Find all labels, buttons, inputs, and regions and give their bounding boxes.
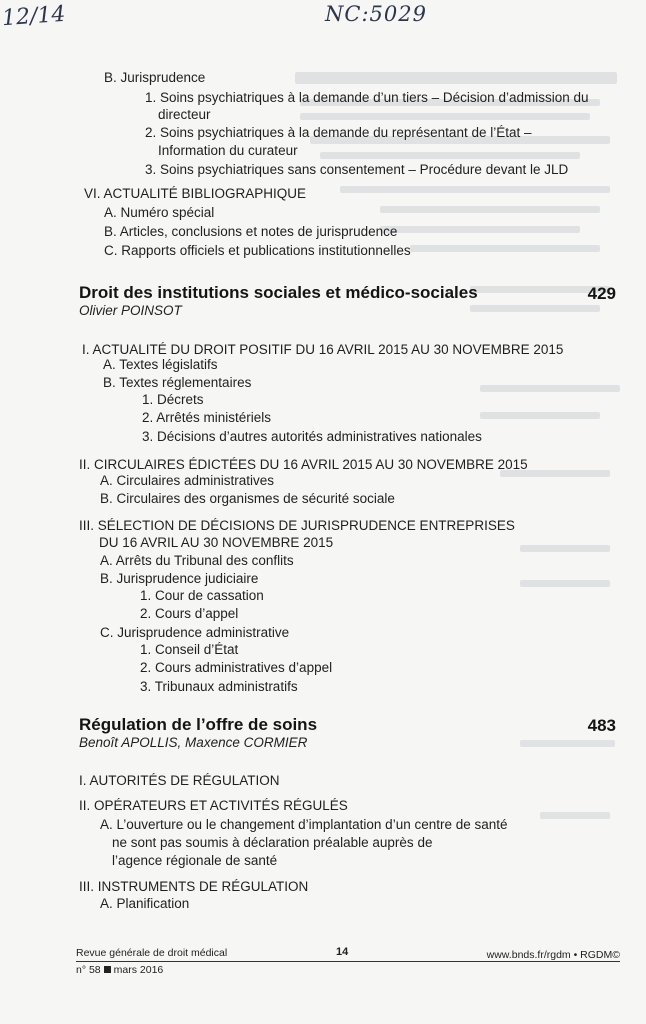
toc-line: 3. Décisions d’autres autorités administratives nationales xyxy=(142,429,482,444)
toc-line: II. CIRCULAIRES ÉDICTÉES DU 16 AVRIL 2015 AU 30 NOVEMBRE 2015 xyxy=(79,457,528,472)
footer-website: www.bnds.fr/rgdm • RGDM© xyxy=(486,949,620,961)
footer-journal-title: Revue générale de droit médical xyxy=(76,947,228,959)
toc-line: 1. Cour de cassation xyxy=(140,588,264,603)
toc-line: B. Jurisprudence judiciaire xyxy=(100,571,259,586)
toc-line: 3. Tribunaux administratifs xyxy=(140,679,298,694)
toc-line: ne sont pas soumis à déclaration préalable auprès de xyxy=(112,835,433,850)
section-title: Régulation de l’offre de soins xyxy=(79,715,318,734)
toc-line: 2. Arrêtés ministériels xyxy=(142,410,272,425)
footer-issue xyxy=(76,964,163,976)
issue-date: mars 2016 xyxy=(113,964,164,976)
toc-line: A. Circulaires administratives xyxy=(100,473,275,488)
handwritten-reference-number: NC:5029 xyxy=(325,2,427,26)
toc-line: 1. Décrets xyxy=(142,392,204,407)
handwritten-note-left: 12/14 xyxy=(1,1,67,32)
toc-line: 1. Soins psychiatriques à la demande d’un tiers – Décision d’admission du xyxy=(145,90,589,105)
toc-line: A. Textes législatifs xyxy=(103,357,218,372)
section-title: Droit des institutions sociales et médico-sociales xyxy=(79,283,478,302)
footer-page-number: 14 xyxy=(336,946,349,958)
toc-line: VI. ACTUALITÉ BIBLIOGRAPHIQUE xyxy=(84,186,307,201)
toc-line: C. Rapports officiels et publications institutionnelles xyxy=(104,243,411,258)
toc-line: directeur xyxy=(158,107,211,122)
toc-line: I. AUTORITÉS DE RÉGULATION xyxy=(79,773,280,788)
toc-line: DU 16 AVRIL AU 30 NOVEMBRE 2015 xyxy=(99,535,334,550)
toc-line: 1. Conseil d’État xyxy=(140,642,239,657)
toc-line: C. Jurisprudence administrative xyxy=(100,625,290,640)
toc-line: l’agence régionale de santé xyxy=(112,853,278,868)
toc-line: A. Planification xyxy=(100,896,190,911)
section-authors: Olivier POINSOT xyxy=(79,303,182,318)
toc-line: I. ACTUALITÉ DU DROIT POSITIF DU 16 AVRIL 2015 AU 30 NOVEMBRE 2015 xyxy=(82,342,564,357)
toc-line: A. Arrêts du Tribunal des conflits xyxy=(100,553,294,568)
toc-line: B. Articles, conclusions et notes de jurisprudence xyxy=(104,224,398,239)
toc-line: 3. Soins psychiatriques sans consentement – Procédure devant le JLD xyxy=(145,162,569,177)
toc-line: II. OPÉRATEURS ET ACTIVITÉS RÉGULÉS xyxy=(79,798,348,813)
toc-line: B. Textes réglementaires xyxy=(103,375,252,390)
section-page-number: 483 xyxy=(587,716,616,735)
square-bullet-icon xyxy=(104,966,111,973)
footer-rule xyxy=(76,961,620,962)
toc-line: III. SÉLECTION DE DÉCISIONS DE JURISPRUDENCE ENTREPRISES xyxy=(79,518,515,533)
toc-line: B. Circulaires des organismes de sécurité sociale xyxy=(100,491,395,506)
section-page-number: 429 xyxy=(587,284,616,303)
toc-line: 2. Cours administratives d’appel xyxy=(140,660,333,675)
toc-line: III. INSTRUMENTS DE RÉGULATION xyxy=(79,879,309,894)
toc-line: A. L’ouverture ou le changement d’implantation d’un centre de santé xyxy=(100,817,508,832)
toc-line: 2. Cours d’appel xyxy=(140,606,239,621)
issue-number: n° 58 xyxy=(76,964,101,976)
toc-line: A. Numéro spécial xyxy=(104,205,215,220)
toc-line: B. Jurisprudence xyxy=(104,70,206,85)
section-authors: Benoît APOLLIS, Maxence CORMIER xyxy=(79,735,308,750)
toc-line: Information du curateur xyxy=(158,143,298,158)
toc-line: 2. Soins psychiatriques à la demande du représentant de l’État – xyxy=(145,125,532,140)
